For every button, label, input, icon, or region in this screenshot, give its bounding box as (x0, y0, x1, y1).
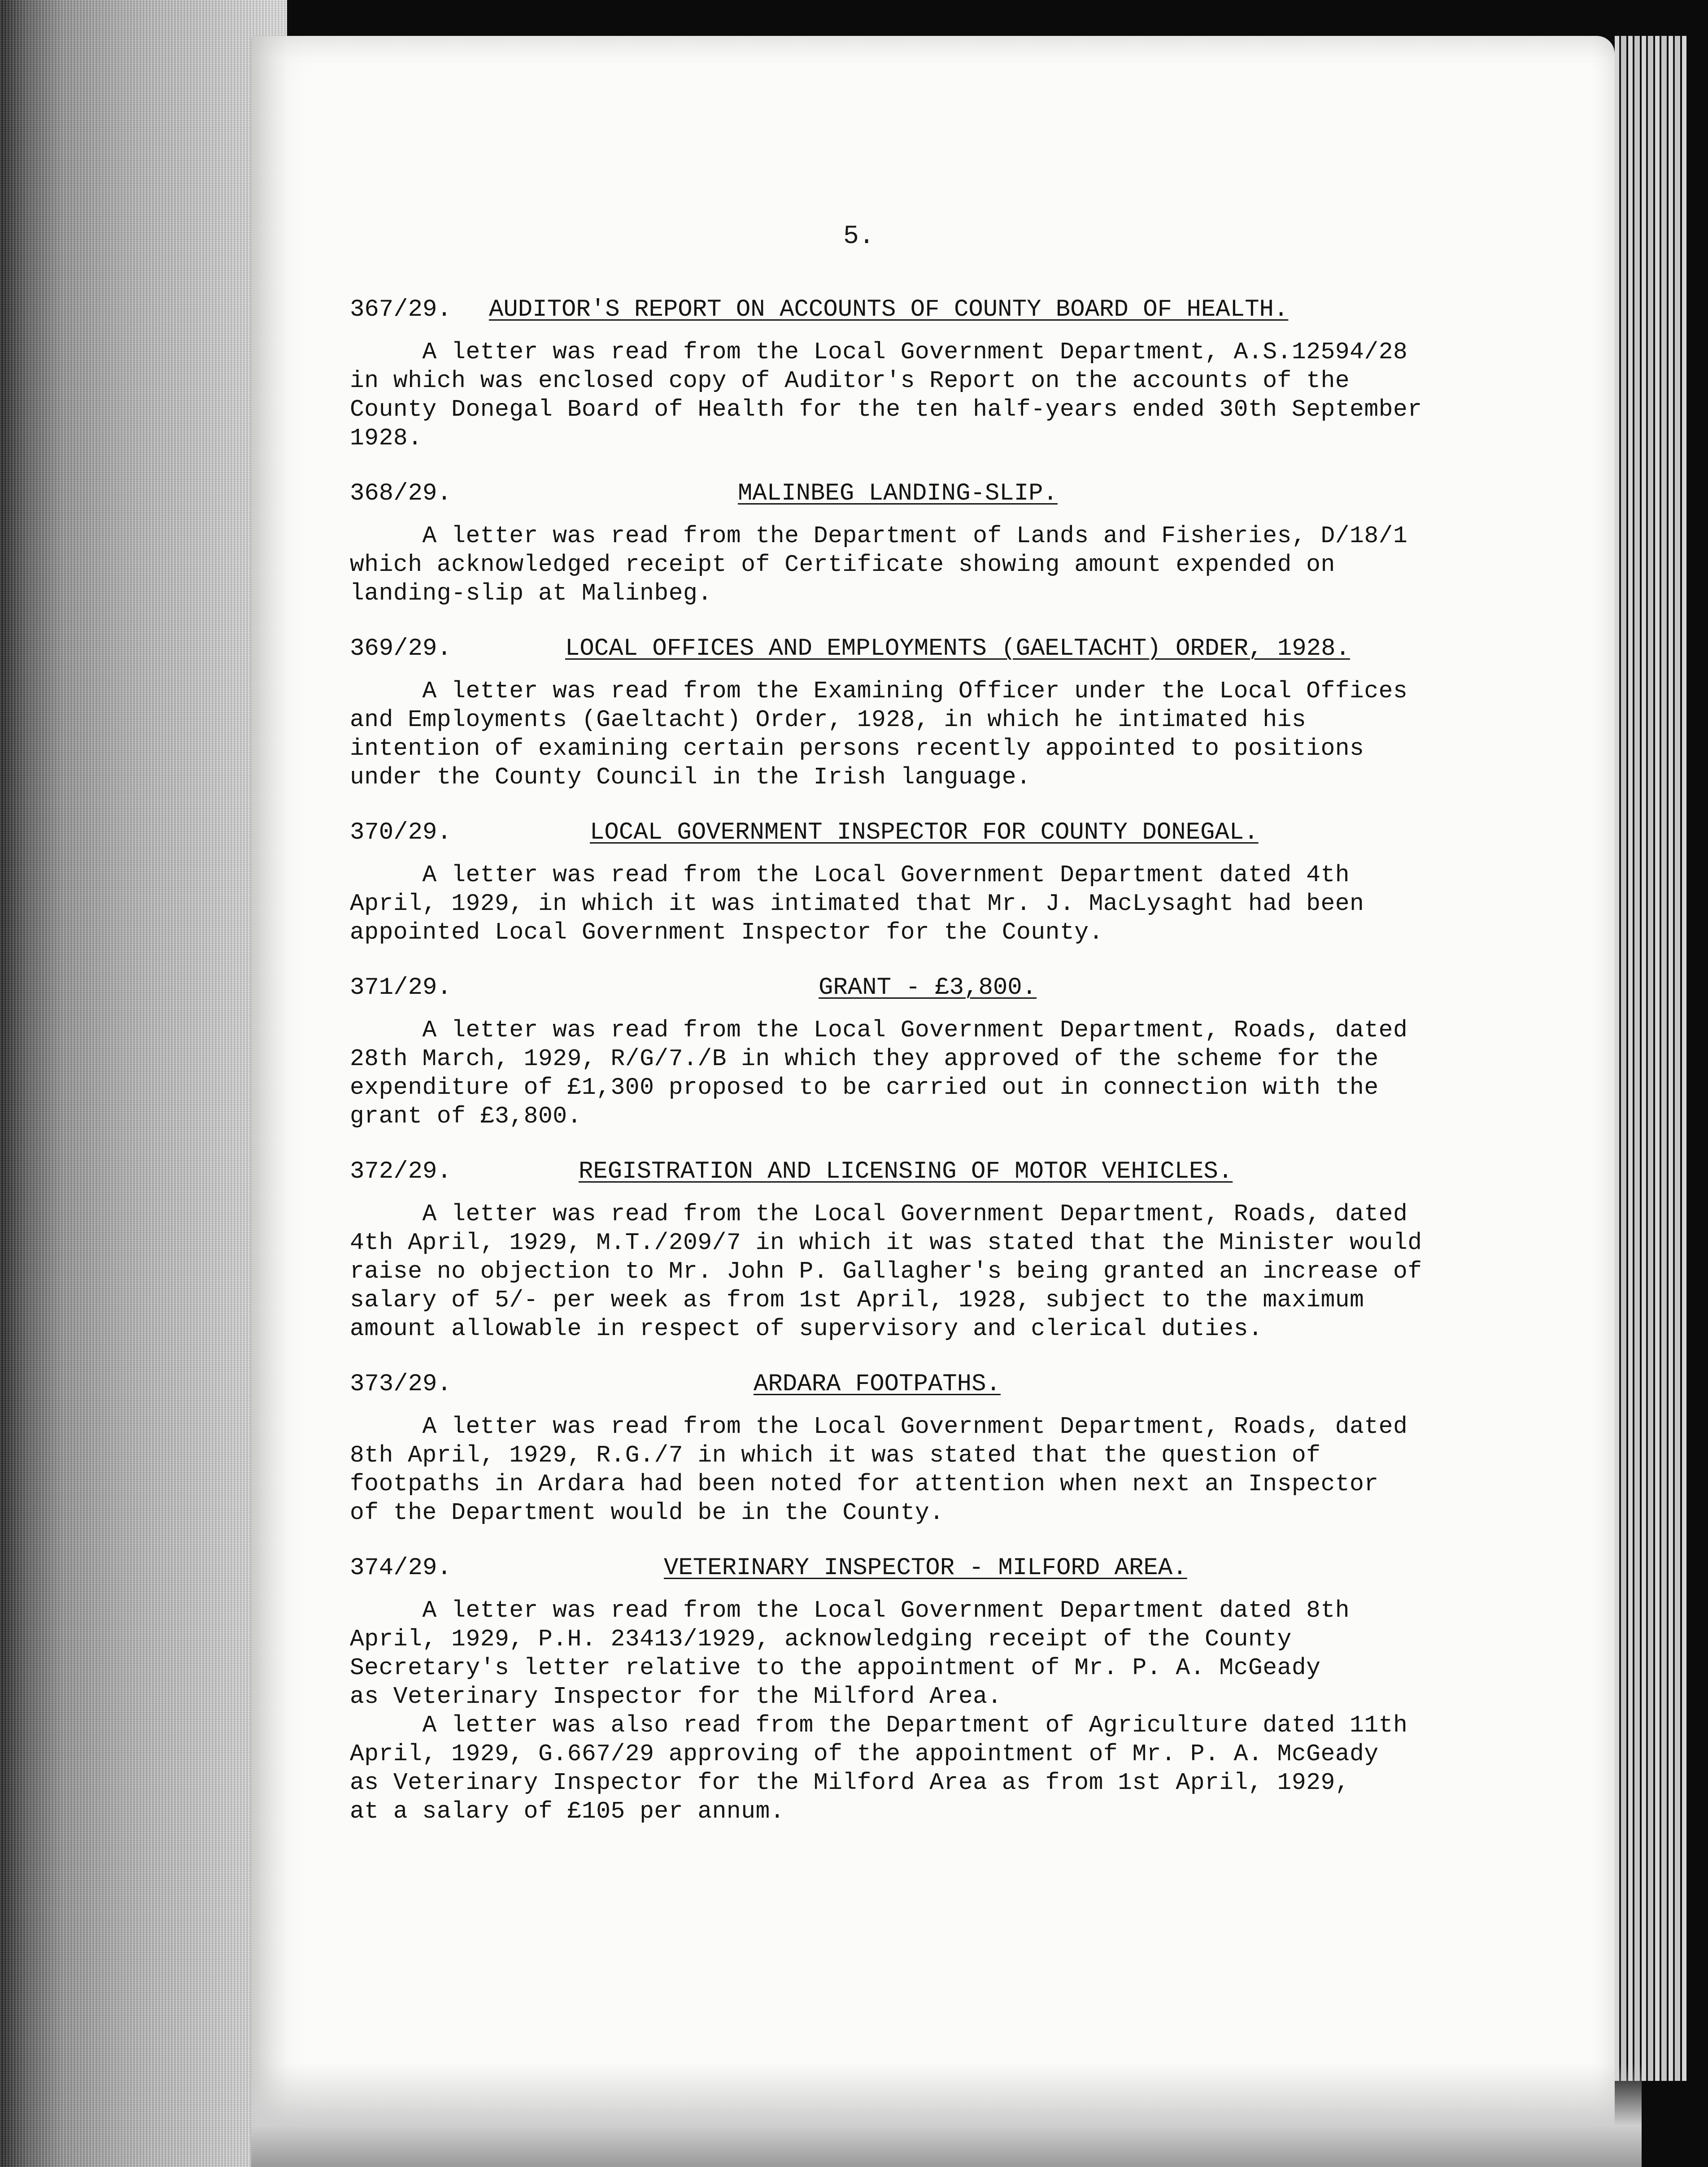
minute-title: AUDITOR'S REPORT ON ACCOUNTS OF COUNTY BOARD OF HEALTH. (489, 296, 1289, 323)
minute-text-line: A letter was read from the Local Government Department, Roads, dated (350, 1201, 1408, 1227)
minute-entry (350, 633, 1525, 792)
minute-number: 370/29. (350, 819, 452, 846)
minutes-body (350, 294, 1525, 1826)
minute-text-line: 1928. (350, 425, 423, 452)
minute-text-line: 8th April, 1929, R.G./7 in which it was stated that the question of (350, 1442, 1321, 1469)
minute-text-line: A letter was read from the Local Government Department dated 8th (350, 1597, 1350, 1624)
minute-text-line: and Employments (Gaeltacht) Order, 1928, in which he intimated his (350, 706, 1307, 733)
minute-text-line: intention of examining certain persons recently appointed to positions (350, 735, 1364, 762)
minute-text-line: expenditure of £1,300 proposed to be carried out in connection with the (350, 1074, 1379, 1101)
minute-text-line: as Veterinary Inspector for the Milford Area. (350, 1683, 1002, 1710)
page-stack-edge (1615, 36, 1686, 2081)
minute-text-line: 28th March, 1929, R/G/7./B in which they approved of the scheme for the (350, 1045, 1379, 1072)
minute-heading (350, 1156, 1525, 1188)
minute-number: 373/29. (350, 1371, 452, 1398)
minute-entry (350, 1368, 1525, 1527)
scan-shadow-left (0, 0, 287, 2167)
minute-title: LOCAL GOVERNMENT INSPECTOR FOR COUNTY DONEGAL. (590, 819, 1259, 846)
minute-text-line: A letter was read from the Department of Lands and Fisheries, D/18/1 (350, 522, 1408, 549)
minute-text-line: raise no objection to Mr. John P. Gallagher's being granted an increase of (350, 1258, 1422, 1285)
minute-text-line: A letter was read from the Local Government Department, Roads, dated (350, 1017, 1408, 1044)
minute-text-line: A letter was read from the Local Government Department, A.S.12594/28 (350, 339, 1408, 366)
minute-text-line: County Donegal Board of Health for the ten half-years ended 30th September (350, 396, 1422, 423)
minute-text-line: A letter was read from the Examining Officer under the Local Offices (350, 678, 1408, 705)
minute-text-line: footpaths in Ardara had been noted for attention when next an Inspector (350, 1471, 1379, 1497)
minute-entry (350, 294, 1525, 453)
minute-text-line: salary of 5/- per week as from 1st April, 1928, subject to the maximum (350, 1287, 1364, 1314)
page-number: 5. (843, 222, 875, 251)
minute-entry (350, 817, 1525, 947)
minute-title: REGISTRATION AND LICENSING OF MOTOR VEHICLES. (579, 1158, 1233, 1185)
minute-heading (350, 478, 1525, 510)
minute-text-line: in which was enclosed copy of Auditor's Report on the accounts of the (350, 367, 1350, 394)
minute-text-line: A letter was also read from the Department of Agriculture dated 11th (350, 1712, 1408, 1739)
minute-text-line: grant of £3,800. (350, 1103, 582, 1130)
minute-title: GRANT - £3,800. (819, 974, 1037, 1001)
minute-text-line: April, 1929, in which it was intimated that Mr. J. MacLysaght had been (350, 890, 1364, 917)
minute-number: 367/29. (350, 296, 452, 323)
scan-shadow-bottom (251, 2063, 1642, 2167)
minute-text-line: appointed Local Government Inspector for the County. (350, 919, 1103, 946)
minute-text-line: 4th April, 1929, M.T./209/7 in which it was stated that the Minister would (350, 1229, 1422, 1256)
minute-text-line: of the Department would be in the County. (350, 1499, 944, 1526)
minute-number: 372/29. (350, 1158, 452, 1185)
minute-heading (350, 1368, 1525, 1401)
minute-title: MALINBEG LANDING-SLIP. (738, 480, 1058, 507)
minute-text-line: A letter was read from the Local Government Department, Roads, dated (350, 1413, 1408, 1440)
minute-text-line: amount allowable in respect of supervisory and clerical duties. (350, 1315, 1263, 1342)
minute-title: LOCAL OFFICES AND EMPLOYMENTS (GAELTACHT) ORDER, 1928. (565, 635, 1350, 662)
minute-text-line: under the County Council in the Irish language. (350, 764, 1031, 791)
minute-text-line: April, 1929, G.667/29 approving of the appointment of Mr. P. A. McGeady (350, 1741, 1379, 1767)
minute-entry (350, 478, 1525, 608)
minute-text-line: as Veterinary Inspector for the Milford Area as from 1st April, 1929, (350, 1769, 1350, 1796)
minute-heading (350, 972, 1525, 1004)
minute-text-line: at a salary of £105 per annum. (350, 1798, 785, 1825)
minute-entry (350, 1156, 1525, 1343)
minute-title: VETERINARY INSPECTOR - MILFORD AREA. (664, 1554, 1187, 1582)
minute-text-line: Secretary's letter relative to the appointment of Mr. P. A. McGeady (350, 1654, 1321, 1681)
minute-heading (350, 817, 1525, 849)
minute-text-line: April, 1929, P.H. 23413/1929, acknowledging receipt of the County (350, 1626, 1292, 1653)
minute-text-line: A letter was read from the Local Government Department dated 4th (350, 862, 1350, 888)
minute-heading (350, 1552, 1525, 1584)
minute-text-line: landing-slip at Malinbeg. (350, 580, 712, 607)
minute-entry (350, 972, 1525, 1131)
minute-number: 371/29. (350, 974, 452, 1001)
minute-heading (350, 294, 1525, 326)
minute-number: 368/29. (350, 480, 452, 507)
minute-entry (350, 1552, 1525, 1826)
minute-text-line: which acknowledged receipt of Certificate showing amount expended on (350, 551, 1335, 578)
minute-number: 369/29. (350, 635, 452, 662)
minute-number: 374/29. (350, 1554, 452, 1582)
minute-title: ARDARA FOOTPATHS. (754, 1371, 1001, 1398)
minute-heading (350, 633, 1525, 665)
